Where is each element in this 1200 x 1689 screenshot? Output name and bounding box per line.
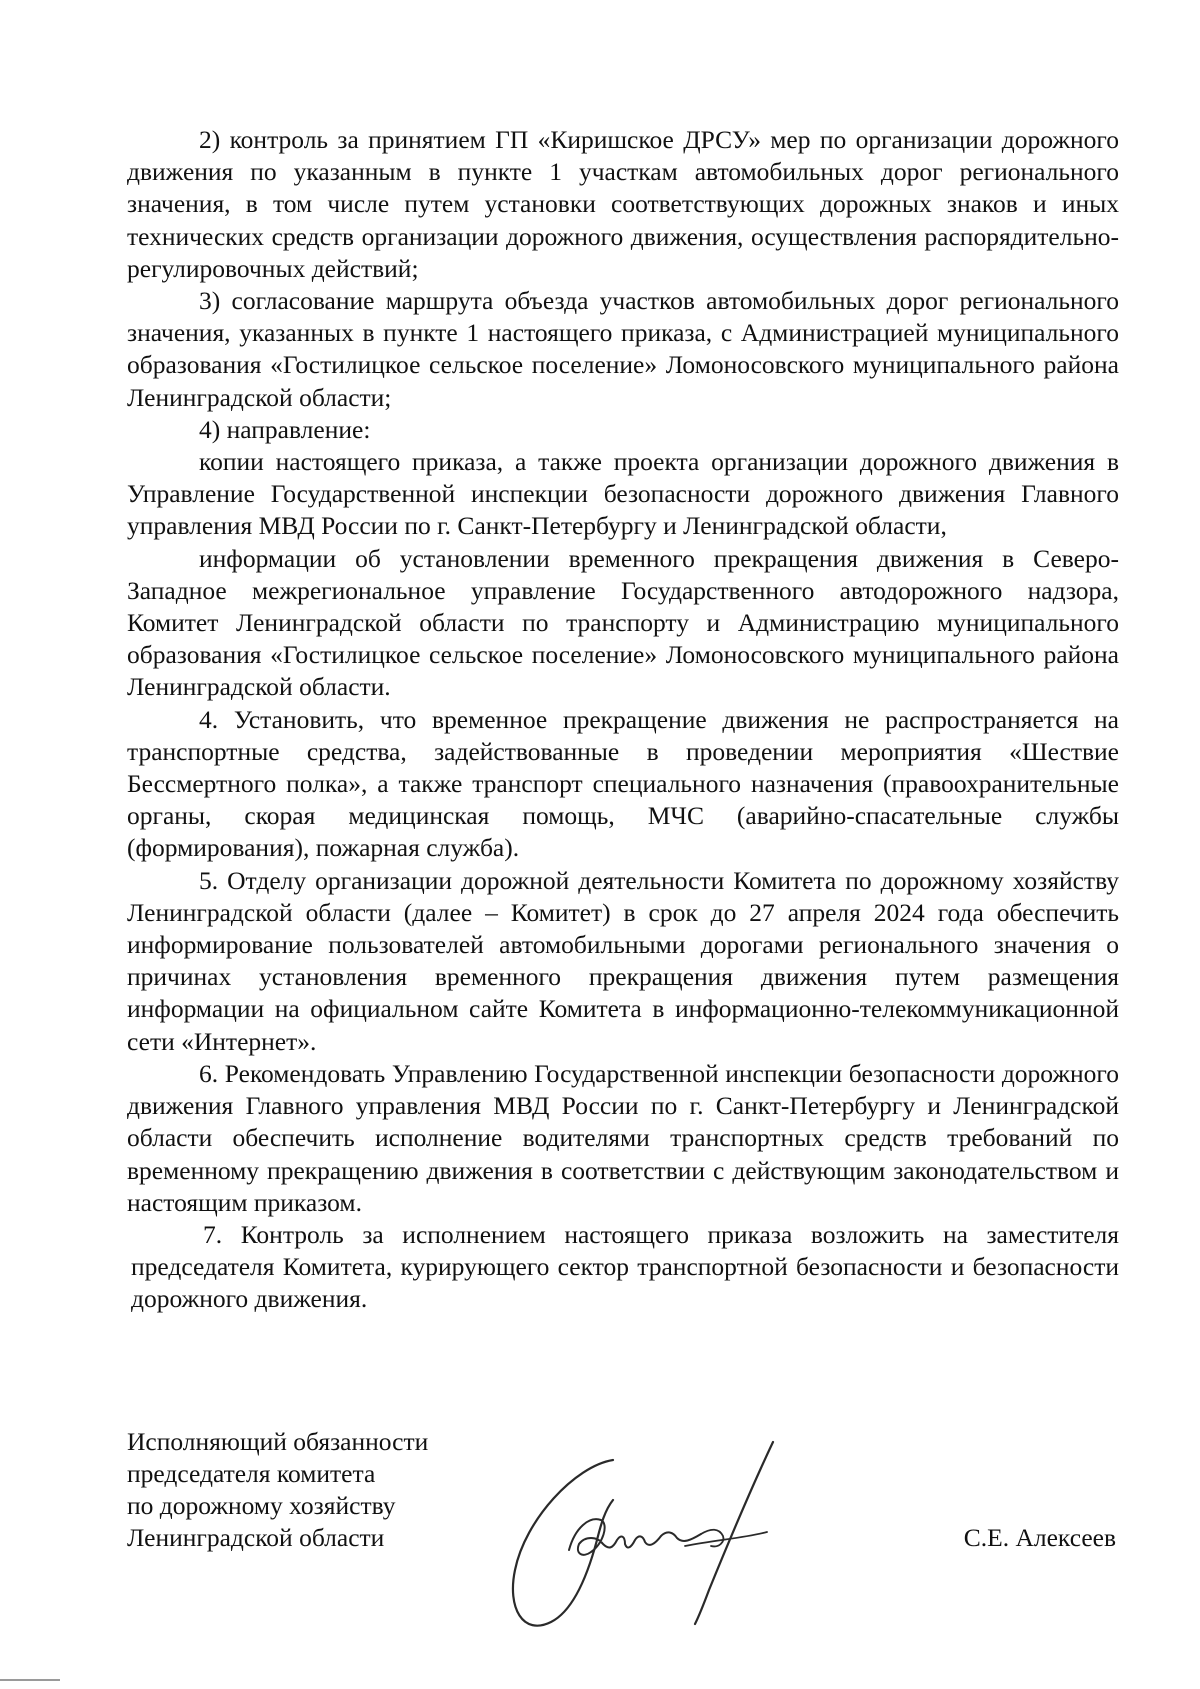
paragraph-item-4-direction: 4) направление: — [199, 414, 371, 444]
paragraph-item-2-control: 2) контроль за принятием ГП «Киришское ДРСУ» мер по организации дорожного движения по указанным в пункте 1 участкам автомобильных дорог регионального значения, в том числе путем установки соответствующих дорожных знаков и иных технических средств организации дорожного движения, осуществления распорядительно-регулировочных действий; — [127, 125, 1119, 283]
paragraph-copies: копии настоящего приказа, а также проекта организации дорожного движения в Управление Государственной инспекции безопасности дорожного движения Главного управления МВД России по г. Санкт-Петербургу и Ленинградской области, — [127, 447, 1119, 541]
signatory-title — [127, 1426, 487, 1554]
paragraph-point-7: 7. Контроль за исполнением настоящего приказа возложить на заместителя председателя Комитета, курирующего сектор транспортной безопасности и безопасности дорожного движения. — [131, 1219, 1119, 1314]
signer-name: С.Е. Алексеев — [963, 1523, 1116, 1552]
paragraph-item-3-route-approval: 3) согласование маршрута объезда участков автомобильных дорог регионального значения, указанных в пункте 1 настоящего приказа, с Администрацией муниципального образования «Гостилицкое сельское поселение» Ломоносовского муниципального района Ленинградской области; — [127, 286, 1119, 412]
scan-edge-divider — [0, 1679, 60, 1681]
paragraph-point-6: 6. Рекомендовать Управлению Государственной инспекции безопасности дорожного движения Главного управления МВД России по г. Санкт-Петербургу и Ленинградской области обеспечить исполнение водителями транспортных средств требований по временному прекращению движения в соответствии с действующим законодательством и настоящим приказом. — [127, 1058, 1119, 1217]
signatory-title-line: председателя комитета — [127, 1459, 376, 1488]
paragraph-point-5: 5. Отделу организации дорожной деятельности Комитета по дорожному хозяйству Ленинградской области (далее – Комитет) в срок до 27 апреля 2024 года обеспечить информирование пользователей автомобильными дорогами регионального значения о причинах установления временного прекращения движения путем размещения информации на официальном сайте Комитета в информационно-телекоммуникационной сети «Интернет». — [127, 865, 1119, 1056]
signatory-title-line: Исполняющий обязанности — [127, 1427, 429, 1456]
document-body — [127, 124, 1119, 1316]
handwritten-signature-icon — [505, 1440, 845, 1640]
signatory-title-line: Ленинградской области — [127, 1523, 385, 1552]
paragraph-point-4: 4. Установить, что временное прекращение движения не распространяется на транспортные средства, задействованные в проведении мероприятия «Шествие Бессмертного полка», а также транспорт специального назначения (правоохранительные органы, скорая медицинская помощь, МЧС (аварийно-спасательные службы (формирования), пожарная служба). — [127, 704, 1119, 863]
paragraph-information: информации об установлении временного прекращения движения в Северо-Западное межрегиональное управление Государственного автодорожного надзора, Комитет Ленинградской области по транспорту и Администрацию муниципального образования «Гостилицкое сельское поселение» Ломоносовского муниципального района Ленинградской области. — [127, 543, 1119, 702]
signatory-title-line: по дорожному хозяйству — [127, 1491, 396, 1520]
